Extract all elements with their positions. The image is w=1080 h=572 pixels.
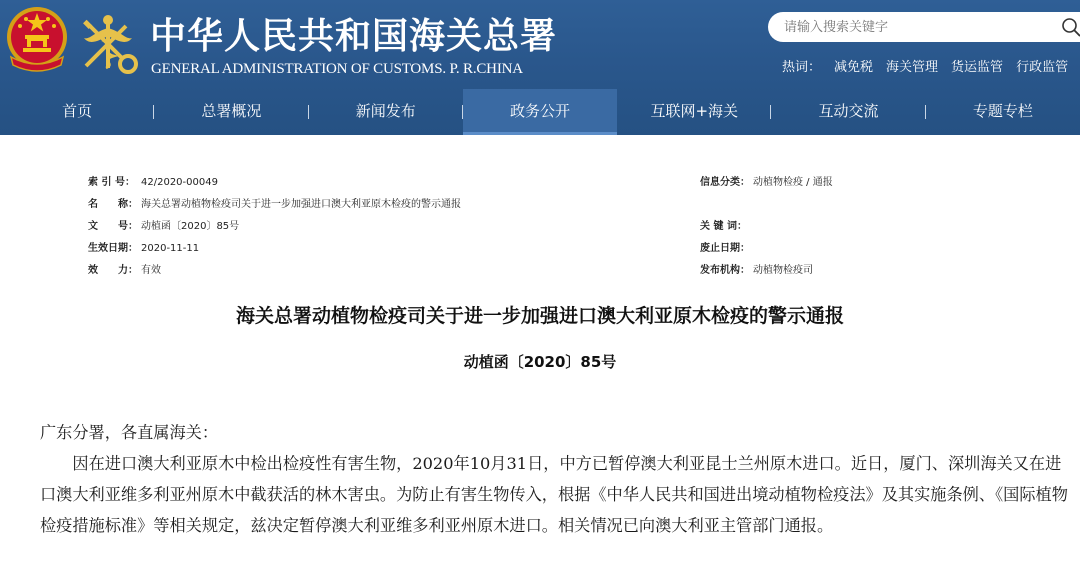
hotword-link[interactable]: 海关管理: [886, 60, 939, 75]
nav-item-home[interactable]: [0, 89, 154, 135]
nav-item-internet-customs[interactable]: [617, 89, 771, 135]
meta-value: 海关总署动植物检疫司关于进一步加强进口澳大利亚原木检疫的警示通报: [141, 199, 461, 210]
meta-label: 生效日期：: [88, 243, 138, 254]
nav-item-label: 总署概况: [201, 102, 262, 120]
nav-item-label: 政务公开: [509, 102, 570, 120]
meta-value: 有效: [141, 265, 161, 276]
nav-item-label: 互动交流: [818, 102, 879, 120]
nav-item-label: 专题专栏: [972, 102, 1033, 120]
search-icon[interactable]: [1061, 17, 1080, 37]
salutation: 广东分署，各直属海关：: [40, 423, 219, 442]
main-nav: [0, 89, 1080, 135]
meta-value: 动植函〔2020〕85号: [141, 221, 240, 232]
site-header: [0, 0, 1080, 135]
search-box: [768, 12, 1080, 42]
nav-item-news[interactable]: [309, 89, 463, 135]
nav-item-special-topics[interactable]: [926, 89, 1080, 135]
nav-item-interaction[interactable]: [771, 89, 925, 135]
hotword-link[interactable]: 减免税: [834, 60, 874, 75]
meta-label: 信息分类：: [700, 177, 750, 188]
nav-item-label: 新闻发布: [355, 102, 416, 120]
national-emblem-icon: [5, 5, 69, 75]
meta-label: 索 引 号：: [88, 177, 135, 188]
customs-logo-icon: [76, 10, 140, 76]
document-number: 动植函〔2020〕85号: [463, 353, 617, 371]
document-body: [40, 417, 1070, 541]
meta-value: 2020-11-11: [141, 243, 200, 254]
meta-label: 废止日期：: [700, 243, 750, 254]
nav-item-overview[interactable]: [154, 89, 308, 135]
meta-label: 名 称：: [88, 199, 138, 210]
meta-label: 效 力：: [88, 265, 138, 276]
hotword-link[interactable]: 行政监管: [1016, 60, 1069, 75]
nav-item-label: 互联网+海关: [650, 102, 739, 120]
meta-value: 42/2020-00049: [141, 177, 218, 188]
hotwords-label: 热词：: [782, 60, 822, 75]
meta-value: 动植物检疫 / 通报: [753, 177, 833, 188]
nav-item-government-affairs[interactable]: [463, 89, 617, 135]
meta-label: 发布机构：: [700, 265, 750, 276]
site-title: 中华人民共和国海关总署: [150, 15, 558, 57]
meta-value: 动植物检疫司: [753, 265, 813, 276]
nav-item-label: 首页: [62, 102, 93, 120]
site-subtitle: GENERAL ADMINISTRATION OF CUSTOMS. P. R.CHINA: [151, 61, 523, 77]
meta-label: 关 键 词：: [700, 221, 747, 232]
search-input[interactable]: [784, 12, 1054, 42]
body-paragraph: 因在进口澳大利亚原木中检出检疫性有害生物，2020年10月31日，中方已暂停澳大利亚昆士兰州原木进口。近日，厦门、深圳海关又在进口澳大利亚维多利亚州原木中截获活的林木害虫。为防止有害生物传入，根据《中华人民共和国进出境动植物检疫法》及其实施条例、《国际植物检疫措施标准》等相关规定，兹决定暂停澳大利亚维多利亚州原木进口。相关情况已向澳大利亚主管部门通报。: [40, 454, 1068, 535]
article-content: [0, 135, 1080, 572]
hotword-link[interactable]: 货运监管: [951, 60, 1004, 75]
document-title: 海关总署动植物检疫司关于进一步加强进口澳大利亚原木检疫的警示通报: [235, 305, 844, 327]
hotwords: [782, 56, 1068, 75]
meta-label: 文 号：: [88, 221, 138, 232]
